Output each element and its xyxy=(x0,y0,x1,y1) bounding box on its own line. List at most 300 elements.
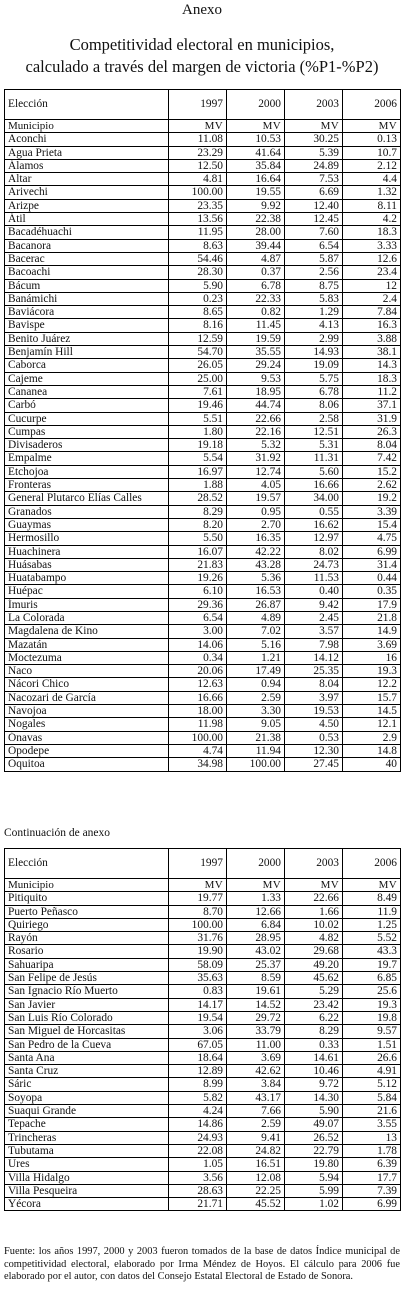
margin-value: 8.65 xyxy=(169,306,227,319)
municipality-name: Benjamín Hill xyxy=(5,346,169,359)
margin-value: 14.52 xyxy=(227,998,285,1011)
margin-value: 19.59 xyxy=(227,332,285,345)
margin-value: 6.10 xyxy=(169,585,227,598)
table-row xyxy=(5,1105,401,1118)
table-row xyxy=(5,465,401,478)
margin-value: 11.2 xyxy=(343,385,401,398)
municipality-name: Divisaderos xyxy=(5,439,169,452)
table-row xyxy=(5,998,401,1011)
margin-value: 0.82 xyxy=(227,306,285,319)
margin-value: 14.9 xyxy=(343,625,401,638)
margin-value: 19.54 xyxy=(169,1011,227,1024)
table-row xyxy=(5,572,401,585)
margin-value: 6.54 xyxy=(285,239,343,252)
margin-value: 26.6 xyxy=(343,1051,401,1064)
margin-value: 22.08 xyxy=(169,1144,227,1157)
margin-value: 14.86 xyxy=(169,1118,227,1131)
municipality-name: Santa Cruz xyxy=(5,1065,169,1078)
year-header-2003: 2003 xyxy=(285,90,343,120)
margin-value: 17.9 xyxy=(343,598,401,611)
margin-value: 26.52 xyxy=(285,1131,343,1144)
margin-value: 2.99 xyxy=(285,332,343,345)
table-row xyxy=(5,758,401,771)
table-row xyxy=(5,678,401,691)
margin-value: 19.26 xyxy=(169,572,227,585)
margin-value: 15.2 xyxy=(343,465,401,478)
municipality-name: Banámichi xyxy=(5,292,169,305)
margin-value: 12.08 xyxy=(227,1171,285,1184)
margin-value: 4.89 xyxy=(227,611,285,624)
margin-value: 7.84 xyxy=(343,306,401,319)
margin-value: 16.66 xyxy=(285,479,343,492)
table-row xyxy=(5,239,401,252)
table-row xyxy=(5,985,401,998)
table-row xyxy=(5,199,401,212)
margin-value: 4.24 xyxy=(169,1105,227,1118)
municipality-name: San Pedro de la Cueva xyxy=(5,1038,169,1051)
margin-value: 25.35 xyxy=(285,665,343,678)
margin-value: 58.09 xyxy=(169,958,227,971)
table-row xyxy=(5,1078,401,1091)
margin-value: 12.1 xyxy=(343,718,401,731)
margin-value: 14.61 xyxy=(285,1051,343,1064)
margin-value: 28.63 xyxy=(169,1184,227,1197)
margin-value: 18.95 xyxy=(227,385,285,398)
table-row xyxy=(5,532,401,545)
margin-value: 21.8 xyxy=(343,611,401,624)
margin-value: 1.88 xyxy=(169,479,227,492)
year-header-1997: 1997 xyxy=(169,90,227,120)
margin-value: 29.68 xyxy=(285,945,343,958)
table-row xyxy=(5,133,401,146)
margin-value: 2.59 xyxy=(227,691,285,704)
municipality-name: Huachinera xyxy=(5,545,169,558)
margin-value: 14.8 xyxy=(343,744,401,757)
table-row xyxy=(5,292,401,305)
margin-value: 8.29 xyxy=(285,1025,343,1038)
margin-value: 5.51 xyxy=(169,412,227,425)
table-subheader-row xyxy=(5,879,401,892)
margin-value: 16.97 xyxy=(169,465,227,478)
table-row xyxy=(5,226,401,239)
margin-value: 4.4 xyxy=(343,173,401,186)
margin-value: 67.05 xyxy=(169,1038,227,1051)
margin-value: 19.77 xyxy=(169,892,227,905)
table-row xyxy=(5,651,401,664)
table-body xyxy=(5,133,401,771)
municipality-name: Bácum xyxy=(5,279,169,292)
margin-value: 29.36 xyxy=(169,598,227,611)
unit-label: MV xyxy=(227,879,285,892)
margin-value: 34.00 xyxy=(285,492,343,505)
margin-value: 29.24 xyxy=(227,359,285,372)
municipality-name: Guaymas xyxy=(5,518,169,531)
margin-value: 7.39 xyxy=(343,1184,401,1197)
margin-value: 38.1 xyxy=(343,346,401,359)
margin-value: 8.59 xyxy=(227,972,285,985)
margin-value: 0.13 xyxy=(343,133,401,146)
margin-value: 2.62 xyxy=(343,479,401,492)
margin-value: 2.9 xyxy=(343,731,401,744)
year-header-2003: 2003 xyxy=(285,849,343,879)
table-row xyxy=(5,1051,401,1064)
margin-value: 5.52 xyxy=(343,932,401,945)
margin-value: 3.39 xyxy=(343,505,401,518)
municipality-name: Empalme xyxy=(5,452,169,465)
margin-value: 2.45 xyxy=(285,611,343,624)
municipality-name: Puerto Peñasco xyxy=(5,905,169,918)
margin-value: 0.34 xyxy=(169,651,227,664)
table-row xyxy=(5,932,401,945)
margin-value: 4.50 xyxy=(285,718,343,731)
margin-value: 35.55 xyxy=(227,346,285,359)
margin-value: 20.06 xyxy=(169,665,227,678)
margin-value: 0.40 xyxy=(285,585,343,598)
margin-value: 8.63 xyxy=(169,239,227,252)
margin-value: 11.95 xyxy=(169,226,227,239)
margin-value: 4.87 xyxy=(227,252,285,265)
unit-label: MV xyxy=(343,120,401,133)
margin-value: 1.51 xyxy=(343,1038,401,1051)
margin-value: 5.99 xyxy=(285,1184,343,1197)
municipality-name: Tepache xyxy=(5,1118,169,1131)
margin-value: 19.46 xyxy=(169,399,227,412)
table-row xyxy=(5,1184,401,1197)
table-body xyxy=(5,892,401,1211)
margin-value: 10.53 xyxy=(227,133,285,146)
margin-value: 1.21 xyxy=(227,651,285,664)
margin-value: 11.98 xyxy=(169,718,227,731)
margin-value: 28.95 xyxy=(227,932,285,945)
municipality-name: Ónavas xyxy=(5,731,169,744)
table-row xyxy=(5,213,401,226)
municipality-name: Opodepe xyxy=(5,744,169,757)
municipality-name: General Plutarco Elías Calles xyxy=(5,492,169,505)
margin-value: 2.12 xyxy=(343,159,401,172)
table-row xyxy=(5,159,401,172)
table-row xyxy=(5,1011,401,1024)
margin-value: 0.35 xyxy=(343,585,401,598)
margin-value: 11.53 xyxy=(285,572,343,585)
margin-value: 13 xyxy=(343,1131,401,1144)
table-row xyxy=(5,1198,401,1211)
municipality-name: San Luis Río Colorado xyxy=(5,1011,169,1024)
margin-value: 35.63 xyxy=(169,972,227,985)
margin-value: 22.16 xyxy=(227,425,285,438)
margin-value: 3.57 xyxy=(285,625,343,638)
table-row xyxy=(5,146,401,159)
margin-value: 45.62 xyxy=(285,972,343,985)
margin-value: 14.30 xyxy=(285,1091,343,1104)
margin-value: 12.97 xyxy=(285,532,343,545)
margin-value: 21.38 xyxy=(227,731,285,744)
margin-value: 3.84 xyxy=(227,1078,285,1091)
margin-value: 54.46 xyxy=(169,252,227,265)
margin-value: 45.52 xyxy=(227,1198,285,1211)
margin-value: 10.46 xyxy=(285,1065,343,1078)
municipality-name: Bacadéhuachi xyxy=(5,226,169,239)
margin-value: 49.20 xyxy=(285,958,343,971)
margin-value: 1.32 xyxy=(343,186,401,199)
margin-value: 2.70 xyxy=(227,518,285,531)
margin-value: 6.78 xyxy=(285,385,343,398)
margin-value: 19.90 xyxy=(169,945,227,958)
table-row xyxy=(5,905,401,918)
margin-value: 8.16 xyxy=(169,319,227,332)
table-row xyxy=(5,399,401,412)
margin-value: 8.70 xyxy=(169,905,227,918)
table-row xyxy=(5,691,401,704)
municipality-name: Nacozari de García xyxy=(5,691,169,704)
margin-value: 3.69 xyxy=(227,1051,285,1064)
municipality-name: Átil xyxy=(5,213,169,226)
competitiveness-table-1 xyxy=(4,89,401,772)
table-row xyxy=(5,945,401,958)
margin-value: 31.9 xyxy=(343,412,401,425)
margin-value: 7.60 xyxy=(285,226,343,239)
table-row xyxy=(5,705,401,718)
table-row xyxy=(5,385,401,398)
margin-value: 5.94 xyxy=(285,1171,343,1184)
margin-value: 10.7 xyxy=(343,146,401,159)
municipality-name: Rosario xyxy=(5,945,169,958)
table-row xyxy=(5,266,401,279)
margin-value: 5.31 xyxy=(285,439,343,452)
margin-value: 4.74 xyxy=(169,744,227,757)
table-row xyxy=(5,958,401,971)
municipality-name: Oquitoa xyxy=(5,758,169,771)
table-row xyxy=(5,1171,401,1184)
margin-value: 23.4 xyxy=(343,266,401,279)
municipality-header: Municipio xyxy=(8,120,54,132)
table-row xyxy=(5,492,401,505)
continuation-title: Continuación de anexo xyxy=(4,827,111,839)
table-row xyxy=(5,425,401,438)
margin-value: 14.06 xyxy=(169,638,227,651)
margin-value: 9.57 xyxy=(343,1025,401,1038)
margin-value: 9.42 xyxy=(285,598,343,611)
margin-value: 0.23 xyxy=(169,292,227,305)
municipality-name: Quiriego xyxy=(5,918,169,931)
margin-value: 100.00 xyxy=(227,758,285,771)
table-row xyxy=(5,718,401,731)
margin-value: 19.57 xyxy=(227,492,285,505)
margin-value: 31.4 xyxy=(343,558,401,571)
year-header-2006: 2006 xyxy=(343,90,401,120)
margin-value: 16.3 xyxy=(343,319,401,332)
unit-label: MV xyxy=(343,879,401,892)
margin-value: 43.17 xyxy=(227,1091,285,1104)
margin-value: 10.02 xyxy=(285,918,343,931)
table-row xyxy=(5,452,401,465)
margin-value: 26.87 xyxy=(227,598,285,611)
margin-value: 16.07 xyxy=(169,545,227,558)
margin-value: 6.84 xyxy=(227,918,285,931)
margin-value: 18.00 xyxy=(169,705,227,718)
margin-value: 6.78 xyxy=(227,279,285,292)
margin-value: 7.98 xyxy=(285,638,343,651)
margin-value: 17.7 xyxy=(343,1171,401,1184)
margin-value: 14.93 xyxy=(285,346,343,359)
margin-value: 6.85 xyxy=(343,972,401,985)
municipality-name: Naco xyxy=(5,665,169,678)
municipality-name: Huépac xyxy=(5,585,169,598)
table-row xyxy=(5,1038,401,1051)
table-row xyxy=(5,1065,401,1078)
table-row xyxy=(5,1144,401,1157)
municipality-name: Bacoachi xyxy=(5,266,169,279)
municipality-name: Caborca xyxy=(5,359,169,372)
margin-value: 100.00 xyxy=(169,186,227,199)
margin-value: 9.53 xyxy=(227,372,285,385)
margin-value: 0.53 xyxy=(285,731,343,744)
margin-value: 16 xyxy=(343,651,401,664)
margin-value: 3.06 xyxy=(169,1025,227,1038)
margin-value: 33.79 xyxy=(227,1025,285,1038)
municipality-name: Nácori Chico xyxy=(5,678,169,691)
table-row xyxy=(5,545,401,558)
margin-value: 19.8 xyxy=(343,1011,401,1024)
margin-value: 24.93 xyxy=(169,1131,227,1144)
margin-value: 16.64 xyxy=(227,173,285,186)
municipality-name: Agua Prieta xyxy=(5,146,169,159)
margin-value: 18.3 xyxy=(343,226,401,239)
margin-value: 22.79 xyxy=(285,1144,343,1157)
table-row xyxy=(5,665,401,678)
margin-value: 0.95 xyxy=(227,505,285,518)
table-subheader-row xyxy=(5,120,401,133)
table-row xyxy=(5,252,401,265)
municipality-name: Magdalena de Kino xyxy=(5,625,169,638)
margin-value: 3.88 xyxy=(343,332,401,345)
table-row xyxy=(5,518,401,531)
unit-label: MV xyxy=(285,879,343,892)
margin-value: 5.12 xyxy=(343,1078,401,1091)
margin-value: 6.99 xyxy=(343,545,401,558)
year-header-2000: 2000 xyxy=(227,849,285,879)
margin-value: 5.16 xyxy=(227,638,285,651)
margin-value: 6.99 xyxy=(343,1198,401,1211)
margin-value: 2.58 xyxy=(285,412,343,425)
margin-value: 9.05 xyxy=(227,718,285,731)
margin-value: 7.53 xyxy=(285,173,343,186)
municipality-name: Arizpe xyxy=(5,199,169,212)
municipality-name: Etchojoa xyxy=(5,465,169,478)
margin-value: 26.05 xyxy=(169,359,227,372)
margin-value: 21.6 xyxy=(343,1105,401,1118)
municipality-name: Fronteras xyxy=(5,479,169,492)
margin-value: 14.3 xyxy=(343,359,401,372)
document-title-line1: Competitividad electoral en municipios, xyxy=(69,35,335,54)
margin-value: 28.30 xyxy=(169,266,227,279)
margin-value: 8.02 xyxy=(285,545,343,558)
margin-value: 19.2 xyxy=(343,492,401,505)
margin-value: 1.78 xyxy=(343,1144,401,1157)
margin-value: 28.52 xyxy=(169,492,227,505)
margin-value: 2.56 xyxy=(285,266,343,279)
margin-value: 5.29 xyxy=(285,985,343,998)
municipality-name: San Javier xyxy=(5,998,169,1011)
margin-value: 19.53 xyxy=(285,705,343,718)
municipality-name: Granados xyxy=(5,505,169,518)
municipality-name: Villa Pesqueira xyxy=(5,1184,169,1197)
municipality-name: Huásabas xyxy=(5,558,169,571)
table-row xyxy=(5,611,401,624)
margin-value: 12.45 xyxy=(285,213,343,226)
margin-value: 6.22 xyxy=(285,1011,343,1024)
margin-value: 43.28 xyxy=(227,558,285,571)
table-row xyxy=(5,332,401,345)
municipality-name: Carbó xyxy=(5,399,169,412)
table-row xyxy=(5,173,401,186)
margin-value: 11.08 xyxy=(169,133,227,146)
margin-value: 22.66 xyxy=(285,892,343,905)
margin-value: 12.51 xyxy=(285,425,343,438)
margin-value: 5.32 xyxy=(227,439,285,452)
margin-value: 0.37 xyxy=(227,266,285,279)
margin-value: 5.83 xyxy=(285,292,343,305)
margin-value: 37.1 xyxy=(343,399,401,412)
margin-value: 41.64 xyxy=(227,146,285,159)
margin-value: 28.00 xyxy=(227,226,285,239)
municipality-name: Huatabampo xyxy=(5,572,169,585)
margin-value: 0.55 xyxy=(285,505,343,518)
margin-value: 5.75 xyxy=(285,372,343,385)
margin-value: 34.98 xyxy=(169,758,227,771)
margin-value: 24.82 xyxy=(227,1144,285,1157)
margin-value: 6.69 xyxy=(285,186,343,199)
table-row xyxy=(5,319,401,332)
margin-value: 100.00 xyxy=(169,918,227,931)
municipality-name: Baviácora xyxy=(5,306,169,319)
municipality-name: Rayón xyxy=(5,932,169,945)
margin-value: 4.91 xyxy=(343,1065,401,1078)
margin-value: 0.83 xyxy=(169,985,227,998)
year-header-1997: 1997 xyxy=(169,849,227,879)
margin-value: 11.00 xyxy=(227,1038,285,1051)
margin-value: 3.55 xyxy=(343,1118,401,1131)
competitiveness-table-2 xyxy=(4,848,401,1211)
margin-value: 8.75 xyxy=(285,279,343,292)
margin-value: 5.50 xyxy=(169,532,227,545)
table-row xyxy=(5,638,401,651)
margin-value: 18.3 xyxy=(343,372,401,385)
municipality-name: Bacerac xyxy=(5,252,169,265)
margin-value: 14.17 xyxy=(169,998,227,1011)
margin-value: 9.72 xyxy=(285,1078,343,1091)
municipality-header: Municipio xyxy=(8,879,54,891)
margin-value: 8.04 xyxy=(343,439,401,452)
margin-value: 12.74 xyxy=(227,465,285,478)
margin-value: 4.13 xyxy=(285,319,343,332)
margin-value: 16.51 xyxy=(227,1158,285,1171)
margin-value: 54.70 xyxy=(169,346,227,359)
margin-value: 16.35 xyxy=(227,532,285,545)
margin-value: 12.30 xyxy=(285,744,343,757)
margin-value: 31.76 xyxy=(169,932,227,945)
margin-value: 3.33 xyxy=(343,239,401,252)
margin-value: 35.84 xyxy=(227,159,285,172)
margin-value: 25.6 xyxy=(343,985,401,998)
margin-value: 5.90 xyxy=(285,1105,343,1118)
margin-value: 44.74 xyxy=(227,399,285,412)
margin-value: 19.55 xyxy=(227,186,285,199)
table-header-row xyxy=(5,849,401,879)
unit-label: MV xyxy=(227,120,285,133)
margin-value: 11.9 xyxy=(343,905,401,918)
margin-value: 9.92 xyxy=(227,199,285,212)
margin-value: 8.11 xyxy=(343,199,401,212)
